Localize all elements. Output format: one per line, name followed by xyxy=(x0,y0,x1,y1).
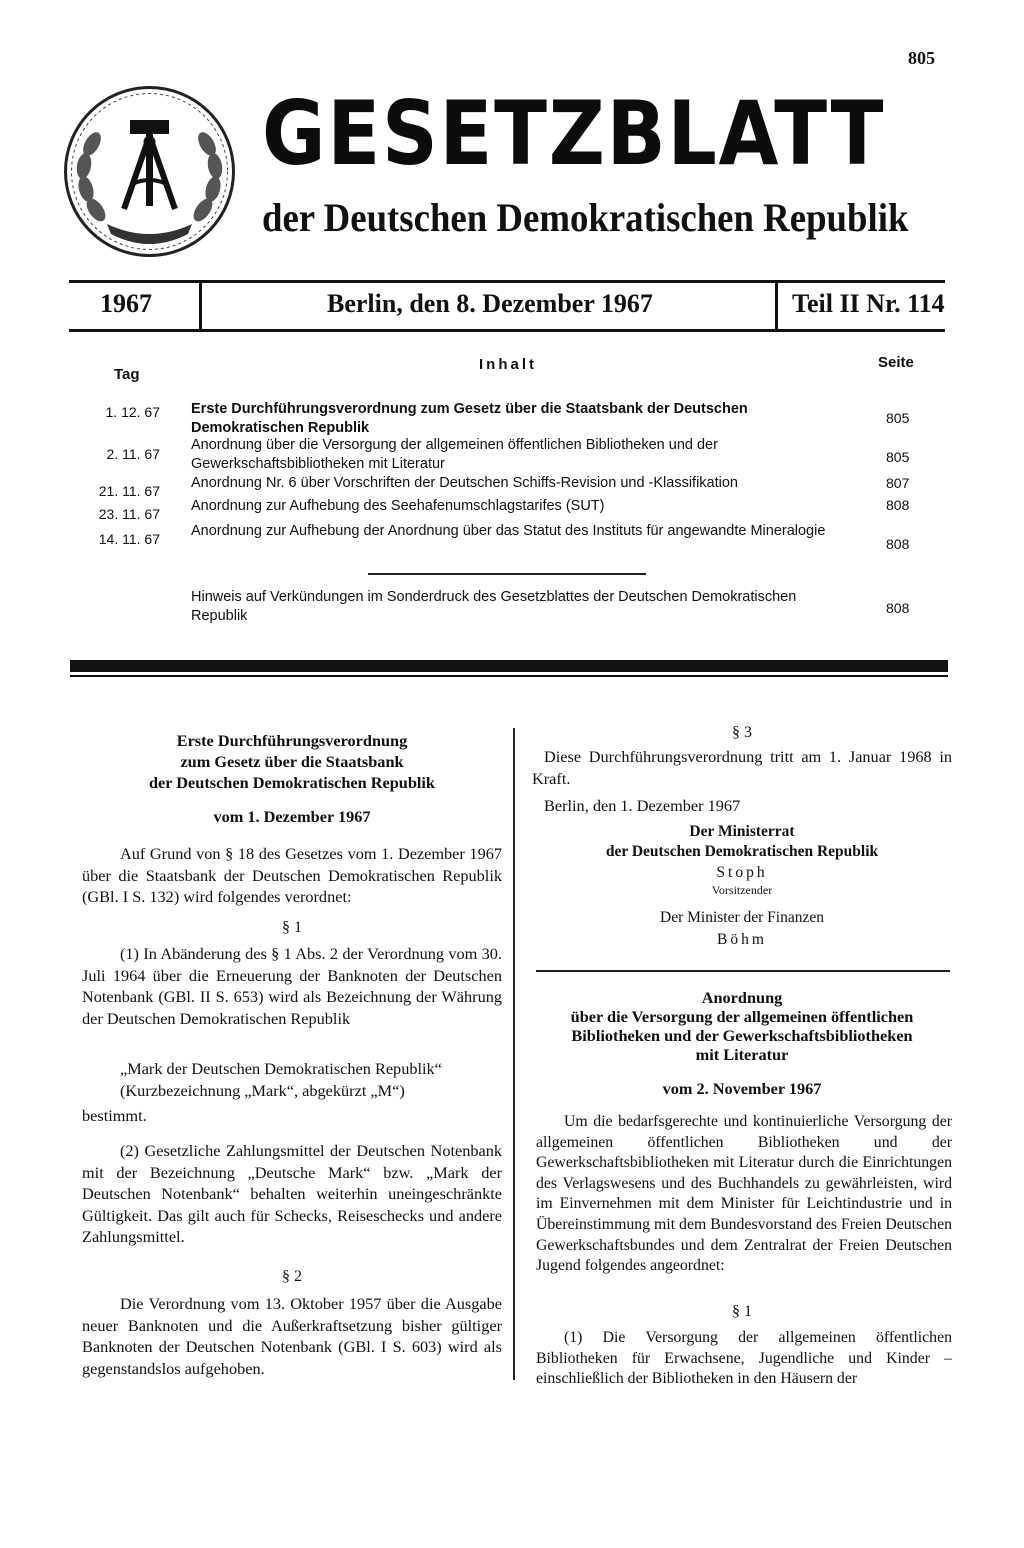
left-article-date: vom 1. Dezember 1967 xyxy=(213,807,371,826)
toc-entry-page: 808 xyxy=(886,497,910,513)
toc-entry-title[interactable]: Anordnung über die Versorgung der allgemeinen öffentlichen Bibliotheken und der Gewerkschaftsbibliotheken mit Literatur xyxy=(191,437,718,472)
toc-entry-title[interactable]: Anordnung Nr. 6 über Vorschriften der Deutschen Schiffs-Revision und -Klassifikation xyxy=(191,475,738,491)
issue-part: Teil II Nr. 114 xyxy=(792,289,945,318)
heading-line: Erste Durchführungsverordnung xyxy=(176,731,408,750)
issue-bar-divider xyxy=(199,281,202,331)
toc-entry-title[interactable]: Anordnung zur Aufhebung der Anordnung über das Statut des Instituts für angewandte Mineralogie xyxy=(191,523,826,539)
toc-entry-page: 805 xyxy=(886,410,910,426)
left-section-2-para-1: Die Verordnung vom 13. Oktober 1957 über die Ausgabe neuer Banknoten und die Außerkraftsetzung bisher gültiger Banknoten der Deutschen Notenbank (GBl. I S. 603) wird als gegenstandslos aufgehoben. xyxy=(82,1294,502,1378)
left-section-1-para-1: (1) In Abänderung des § 1 Abs. 2 der Verordnung vom 30. Juli 1964 über die Erneuerung der Banknoten der Deutschen Notenbank (GBl. II S. 653) wird als Bezeichnung der Währung der Deutschen Demokratischen Republik xyxy=(82,944,502,1028)
section-separator-fine xyxy=(70,675,948,677)
left-section-1-para-2: (2) Gesetzliche Zahlungsmittel der Deutschen Notenbank mit der Bezeichnung „Deutsche Mark“ bzw. „Mark der Deutschen Notenbank“ behalten weiterhin uneingeschränkte Gültigkeit. Das gilt auch für Schecks, Reiseschecks und andere Zahlungsmittel. xyxy=(82,1141,502,1246)
article-separator xyxy=(536,970,950,972)
right-preamble: Um die bedarfsgerechte und kontinuierliche Versorgung der allgemeinen öffentlichen Bibliotheken und der Gewerkschaftsbibliotheken mit Literatur durch die Einrichtungen des Verlagswesens und des Buchhandels zu gewährleisten, wird im Einvernehmen mit dem Minister für Leichtindustrie und in Übereinstimmung mit dem Bundesvorstand des Freien Deutschen Gewerkschaftsbundes und dem Zentralrat der Freien Deutschen Jugend folgendes angeordnet: xyxy=(536,1113,952,1275)
issue-bar-divider xyxy=(775,281,778,331)
left-quote-1: „Mark der Deutschen Demokratischen Republik“ xyxy=(120,1059,442,1078)
right-section-3-para: Diese Durchführungsverordnung tritt am 1. Januar 1968 in Kraft. xyxy=(532,747,952,788)
toc-entry-page: 805 xyxy=(886,449,910,465)
right-place-date: Berlin, den 1. Dezember 1967 xyxy=(544,796,741,815)
toc-entry-date: 14. 11. 67 xyxy=(98,531,160,547)
toc-entry-page: 807 xyxy=(886,475,910,491)
signatory-role: Vorsitzender xyxy=(711,883,773,897)
masthead-subtitle: der Deutschen Demokratischen Republik xyxy=(262,195,909,240)
right-section-1-para-1: (1) Die Versorgung der allgemeinen öffentlichen Bibliotheken für Erwachsene, Jugendliche und Kinder – einschließlich der Bibliotheken in den Häusern der xyxy=(536,1329,952,1388)
right-section-1-title: § 1 xyxy=(732,1303,752,1320)
toc-separator xyxy=(368,573,646,575)
heading-line: der Deutschen Demokratischen Republik xyxy=(149,773,435,792)
toc-entry-page: 808 xyxy=(886,536,910,552)
toc-entry-date: 2. 11. 67 xyxy=(106,446,160,462)
left-quote-2: (Kurzbezeichnung „Mark“, abgekürzt „M“) xyxy=(120,1081,405,1100)
masthead-title: GESETZBLATT xyxy=(262,82,886,185)
toc-col-page-header: Seite xyxy=(878,354,914,371)
signatory-title: Der Minister der Finanzen xyxy=(660,909,824,926)
toc-col-title-header: Inhalt xyxy=(479,356,537,373)
signatory-org-line-2: der Deutschen Demokratischen Republik xyxy=(605,843,879,860)
signatory-org: Der Ministerrat xyxy=(689,823,795,840)
toc-entry-date: 21. 11. 67 xyxy=(98,483,160,499)
signatory-name: Stoph xyxy=(716,864,768,881)
right-section-3-title: § 3 xyxy=(732,724,752,741)
left-preamble: Auf Grund von § 18 des Gesetzes vom 1. Dezember 1967 über die Staatsbank der Deutschen Demokratischen Republik (GBl. I S. 132) wird folgendes verordnet: xyxy=(82,844,502,906)
heading-line: über die Versorgung der allgemeinen öffentlichen xyxy=(570,1007,914,1026)
section-separator xyxy=(70,660,948,672)
heading-line: Bibliotheken und der Gewerkschaftsbibliotheken xyxy=(571,1026,913,1045)
toc-entry-title[interactable]: Anordnung zur Aufhebung des Seehafenumschlagstarifes (SUT) xyxy=(191,498,605,514)
issue-date: Berlin, den 8. Dezember 1967 xyxy=(327,289,653,318)
issue-year: 1967 xyxy=(100,289,152,318)
toc-entry-date: 1. 12. 67 xyxy=(105,404,160,420)
column-divider xyxy=(513,728,515,1380)
heading-line: mit Literatur xyxy=(695,1045,789,1064)
left-section-2-title: § 2 xyxy=(282,1268,302,1285)
heading-line: zum Gesetz über die Staatsbank xyxy=(180,752,404,771)
left-section-1-end: bestimmt. xyxy=(82,1106,147,1125)
left-article-heading xyxy=(82,730,502,793)
right-article-date: vom 2. November 1967 xyxy=(662,1079,822,1098)
heading-line: Anordnung xyxy=(701,988,783,1007)
signatory-name-2: Böhm xyxy=(717,931,767,948)
right-article-heading xyxy=(532,988,952,1064)
toc-note[interactable]: Hinweis auf Verkündungen im Sonderdruck des Gesetzblattes der Deutschen Demokratischen Republik xyxy=(191,589,797,624)
toc-entry-title[interactable]: Erste Durchführungsverordnung zum Gesetz über die Staatsbank der Deutschen Demokratischen Republik xyxy=(191,401,748,436)
toc-col-date-header: Tag xyxy=(114,366,140,383)
toc-entry-date: 23. 11. 67 xyxy=(98,506,160,522)
toc-note-page: 808 xyxy=(886,600,910,616)
left-section-1-title: § 1 xyxy=(282,919,302,936)
page-number: 805 xyxy=(908,48,935,68)
ddr-state-emblem-icon xyxy=(62,84,237,259)
